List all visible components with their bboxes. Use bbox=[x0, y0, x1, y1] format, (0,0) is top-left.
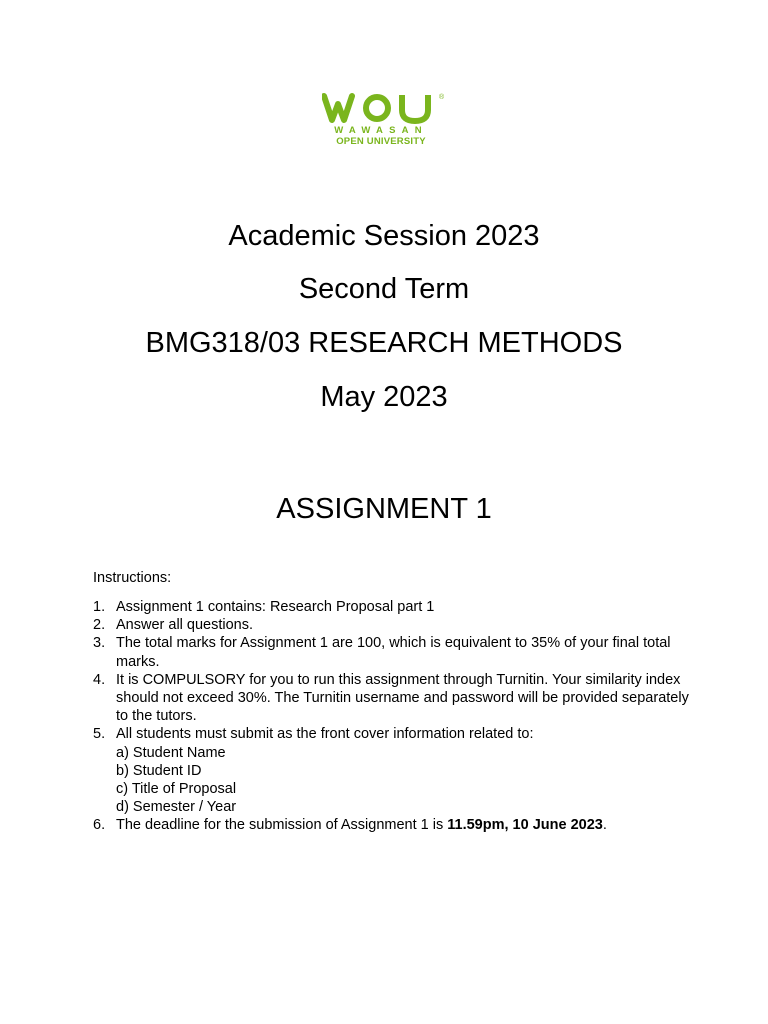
list-item: 3. The total marks for Assignment 1 are 100, which is equivalent to 35% of your final total marks. bbox=[93, 635, 671, 670]
list-item: 4. It is COMPULSORY for you to run this assignment through Turnitin. Your similarity index should not exceed 30%. The Turnitin username and password will be provided separately to the tutors. bbox=[93, 671, 689, 725]
instructions-label: Instructions: bbox=[93, 570, 172, 586]
list-item: 2. Answer all questions. bbox=[93, 617, 254, 634]
list-item: 5. All students must submit as the front cover information related to: a) Student Name b) Student ID c) Title of Proposal d) Semester / Year bbox=[93, 725, 693, 816]
academic-session-heading: Academic Session 2023 bbox=[228, 220, 540, 252]
registered-mark: ® bbox=[439, 94, 445, 101]
assignment-title: ASSIGNMENT 1 bbox=[276, 493, 492, 525]
term-heading: Second Term bbox=[298, 273, 470, 305]
logo-line-wawasan: WAWASAN bbox=[334, 125, 428, 136]
wou-wordmark-graphic bbox=[322, 92, 440, 124]
wou-logo bbox=[322, 92, 448, 152]
sub-item-student-id: b) Student ID bbox=[116, 762, 202, 779]
sub-item-semester-year: d) Semester / Year bbox=[116, 799, 237, 816]
deadline-value: 11.59pm, 10 June 2023 bbox=[447, 817, 603, 834]
sub-item-title-of-proposal: c) Title of Proposal bbox=[116, 781, 237, 798]
instructions-list bbox=[93, 598, 693, 835]
list-item: 6. The deadline for the submission of Assignment 1 is 11.59pm, 10 June 2023. bbox=[93, 817, 607, 834]
list-item: 1. Assignment 1 contains: Research Proposal part 1 bbox=[93, 599, 435, 615]
sub-item-student-name: a) Student Name bbox=[116, 744, 226, 761]
course-heading: BMG318/03 RESEARCH METHODS bbox=[145, 327, 623, 359]
logo-line-open-university: OPEN UNIVERSITY bbox=[336, 136, 426, 147]
date-heading: May 2023 bbox=[320, 381, 448, 413]
